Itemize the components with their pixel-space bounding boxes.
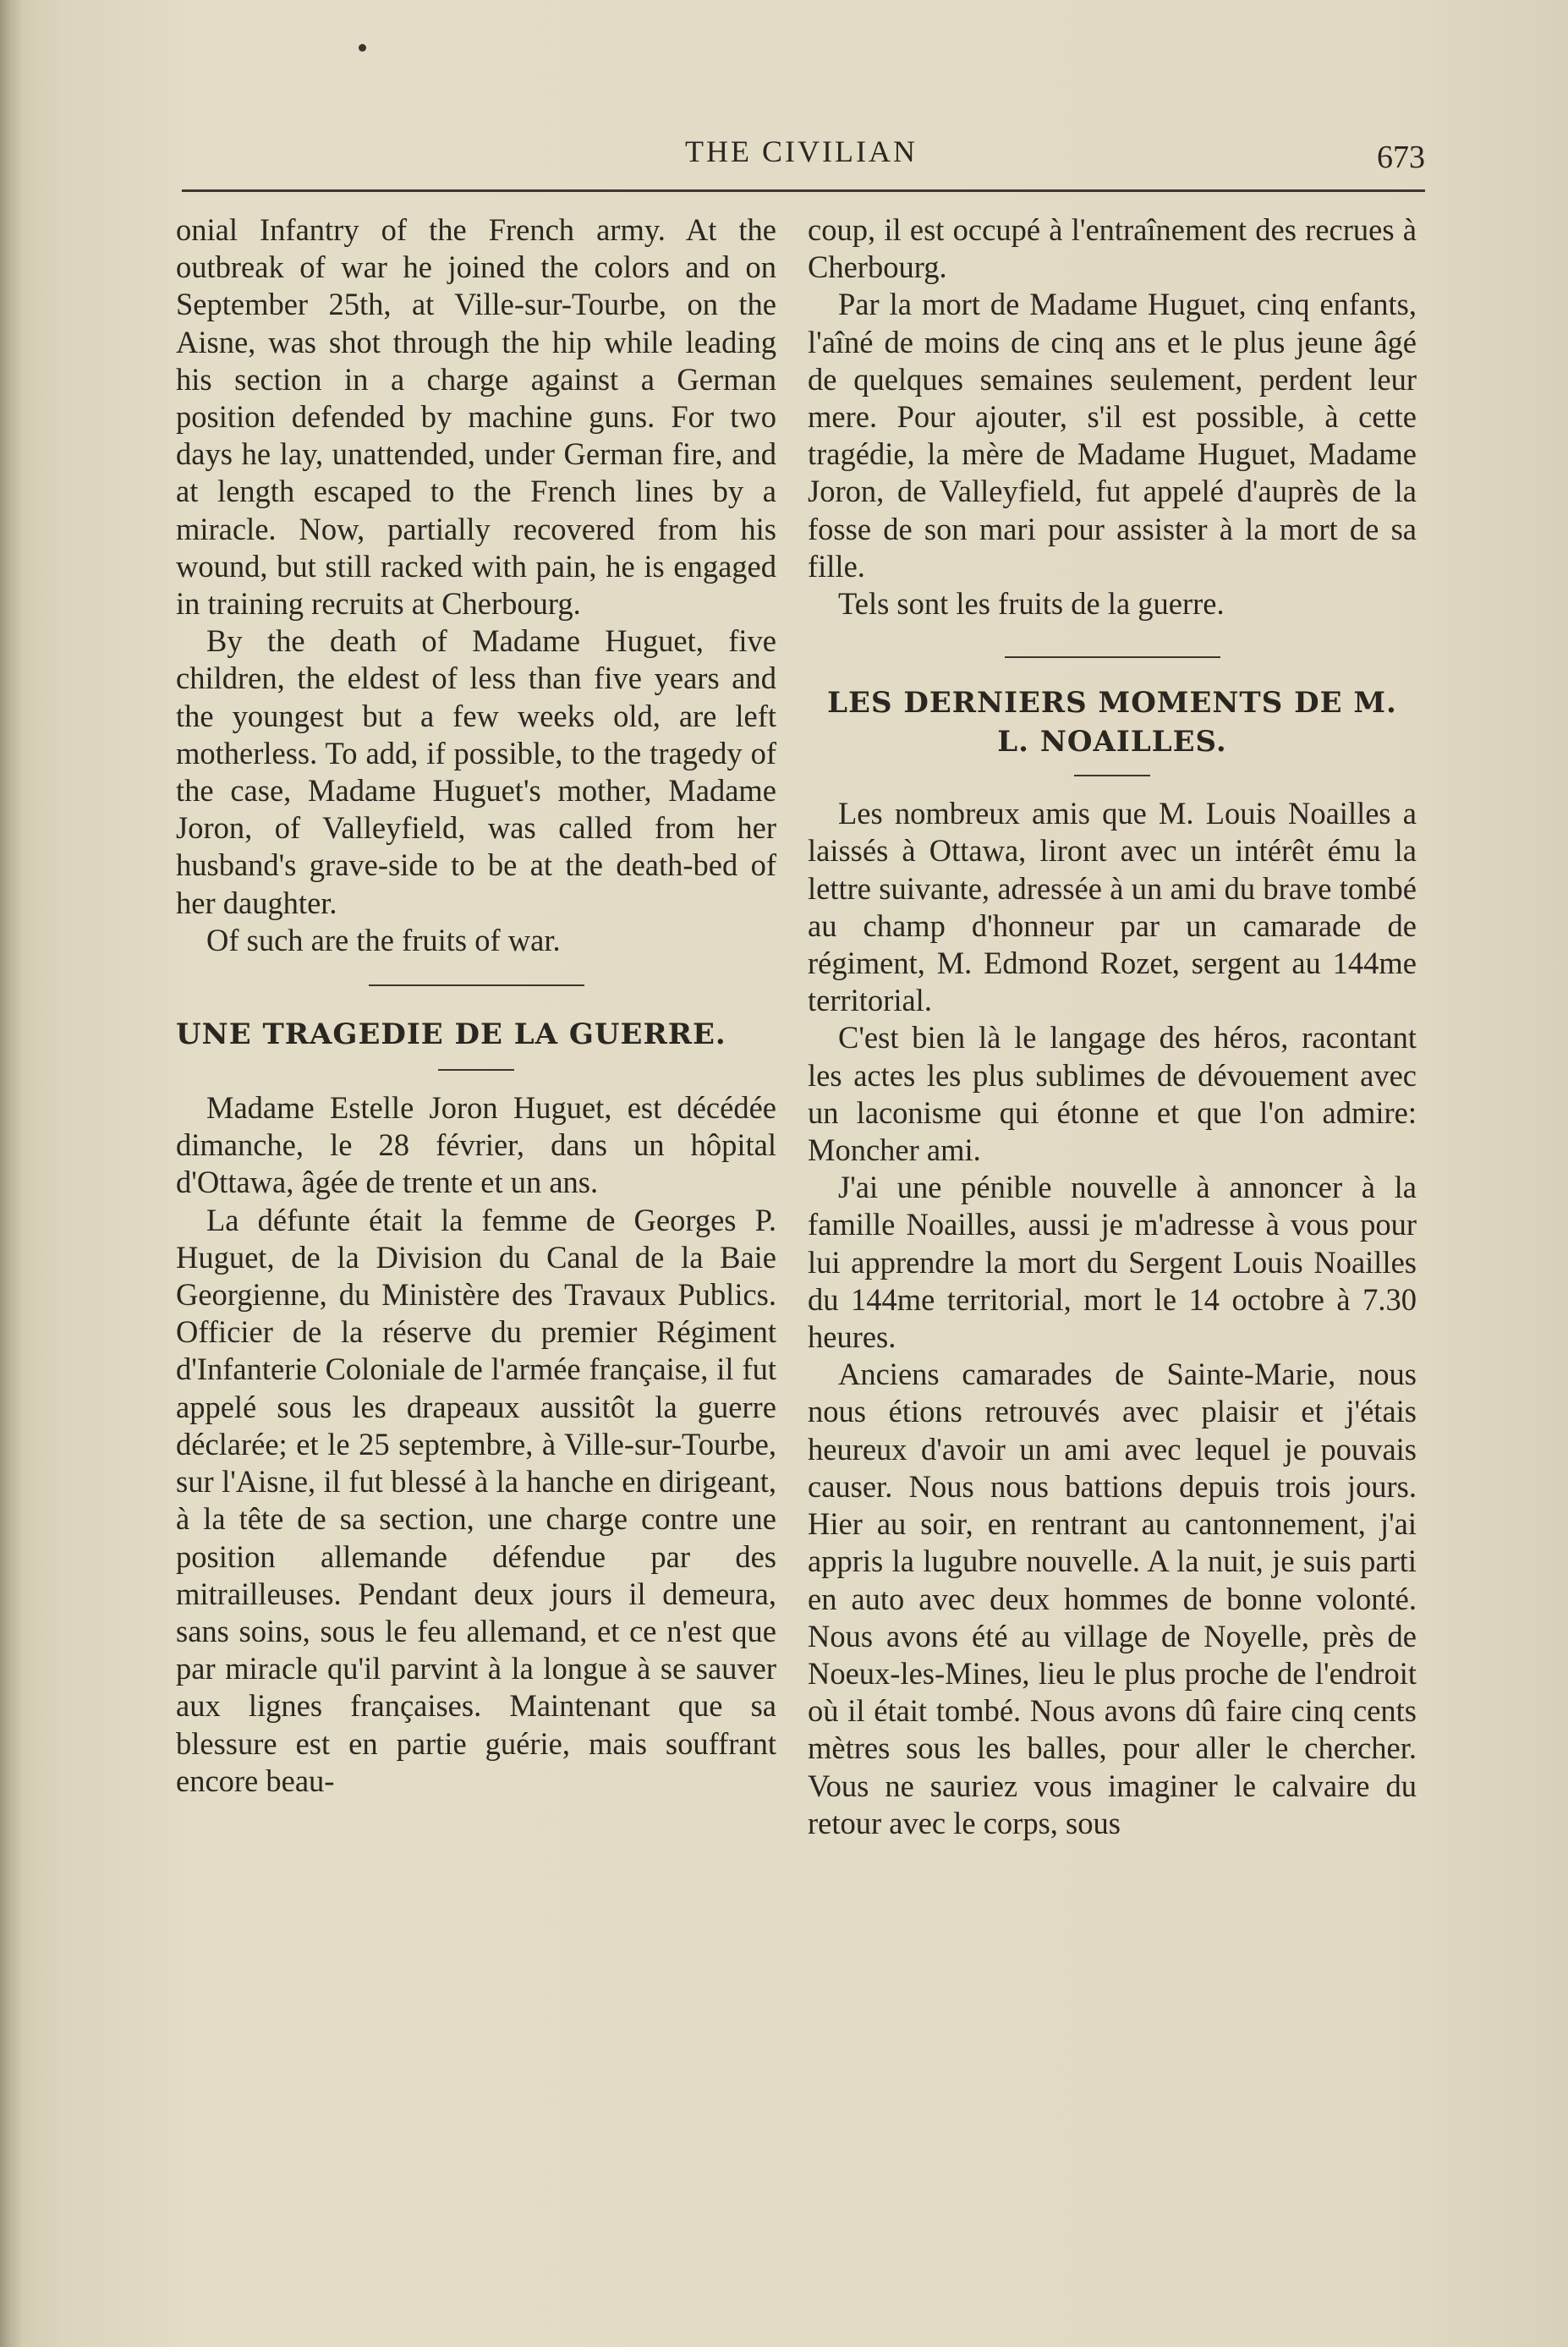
article-paragraph: By the death of Madame Huguet, five children, the eldest of less than five years and the youngest but a few weeks old, are left motherless. To add, if possible, to the tragedy of the case, Madame Huguet's mother, Madame Joron, of Valleyfield, was called from her husband's grave-side to be at the death-bed of her daughter.	[176, 623, 776, 920]
ink-speck	[359, 44, 366, 52]
article-paragraph: Par la mort de Madame Huguet, cinq enfants, l'aîné de moins de cinq ans et le plus jeune âgé de quelques semaines seulement, perdent leur mere. Pour ajouter, s'il est possible, à cette tragédie, la mère de Madame Huguet, Madame Joron, de Valleyfield, fut appelé d'auprès de la fosse de son mari pour assister à la mort de sa fille.	[808, 287, 1417, 584]
letter-paragraph: J'ai une pénible nouvelle à annoncer à la famille Noailles, aussi je m'adresse à vous pour lui apprendre la mort du Sergent Louis Noailles du 144me territorial, mort le 14 octobre à 7.30 heures.	[808, 1170, 1417, 1355]
letter-paragraph: Anciens camarades de Sainte-Marie, nous nous étions retrouvés avec plaisir et j'étais heureux d'avoir un ami avec lequel je pouvais causer. Nous nous battions depuis trois jours. Hier au soir, en rentrant au cantonnement, j'ai appris la lugubre nouvelle. A la nuit, je suis parti en auto avec deux hommes de bonne volonté. Nous avons été au village de Noyelle, près de Noeux-les-Mines, lieu le plus proche de l'endroit où il était tombé. Nous avons dû faire cinq cents mètres sous les balles, pour aller le chercher. Vous ne sauriez vous imaginer le calvaire du retour avec le corps, sous	[808, 1357, 1417, 1840]
article-closing-line: Tels sont les fruits de la guerre.	[838, 586, 1225, 622]
page-header	[182, 134, 1425, 184]
running-title: THE CIVILIAN	[685, 134, 918, 168]
article-closing-line: Of such are the fruits of war.	[206, 922, 561, 957]
article-paragraph: Les nombreux amis que M. Louis Noailles a laissés à Ottawa, liront avec un intérêt ému la lettre suivante, adressée à un ami du brave tombé au champ d'honneur par un camarade de régiment, M. Edmond Rozet, sergent au 144me territorial.	[808, 796, 1417, 1018]
article-paragraph: Madame Estelle Joron Huguet, est décédée dimanche, le 28 février, dans un hôpital d'Ottawa, âgée de trente et un ans.	[176, 1090, 776, 1200]
header-rule	[182, 189, 1425, 192]
left-column	[176, 211, 776, 1800]
section-title-tragedie: UNE TRAGEDIE DE LA GUERRE.	[176, 1017, 726, 1052]
article-paragraph: C'est bien là le langage des héros, racontant les actes les plus sublimes de dévouement avec un laconisme qui étonne et que l'on admire: Moncher ami.	[808, 1020, 1417, 1168]
article-continuation: onial Infantry of the French army. At the outbreak of war he joined the colors and on September 25th, at Ville-sur-Tourbe, on the Aisne, was shot through the hip while leading his section in a charge against a German position defended by machine guns. For two days he lay, unattended, under German fire, and at length escaped to the French lines by a miracle. Now, partially recovered from his wound, but still racked with pain, he is engaged in training recruits at Cherbourg.	[176, 212, 776, 622]
section-title-noailles: LES DERNIERS MOMENTS DE M. L. NOAILLES.	[827, 686, 1397, 759]
article-continuation: coup, il est occupé à l'entraînement des recrues à Cherbourg.	[808, 212, 1417, 285]
page-binding-edge	[0, 0, 22, 2347]
article-paragraph: La défunte était la femme de Georges P. Huguet, de la Division du Canal de la Baie Georgienne, du Ministère des Travaux Publics. Officier de la réserve du premier Régiment d'Infanterie Coloniale de l'armée française, il fut appelé sous les drapeaux aussitôt la guerre déclarée; et le 25 septembre, à Ville-sur-Tourbe, sur l'Aisne, il fut blessé à la hanche en dirigeant, à la tête de sa section, une charge contre une position allemande défendue par des mitrailleuses. Pendant deux jours il demeura, sans soins, sous le feu allemand, et ce n'est que par miracle qu'il parvint à la longue à se sauver aux lignes françaises. Maintenant que sa blessure est en partie guérie, mais souffrant encore beau-	[176, 1202, 776, 1798]
right-column	[808, 211, 1417, 1842]
page-number: 673	[1377, 140, 1425, 175]
